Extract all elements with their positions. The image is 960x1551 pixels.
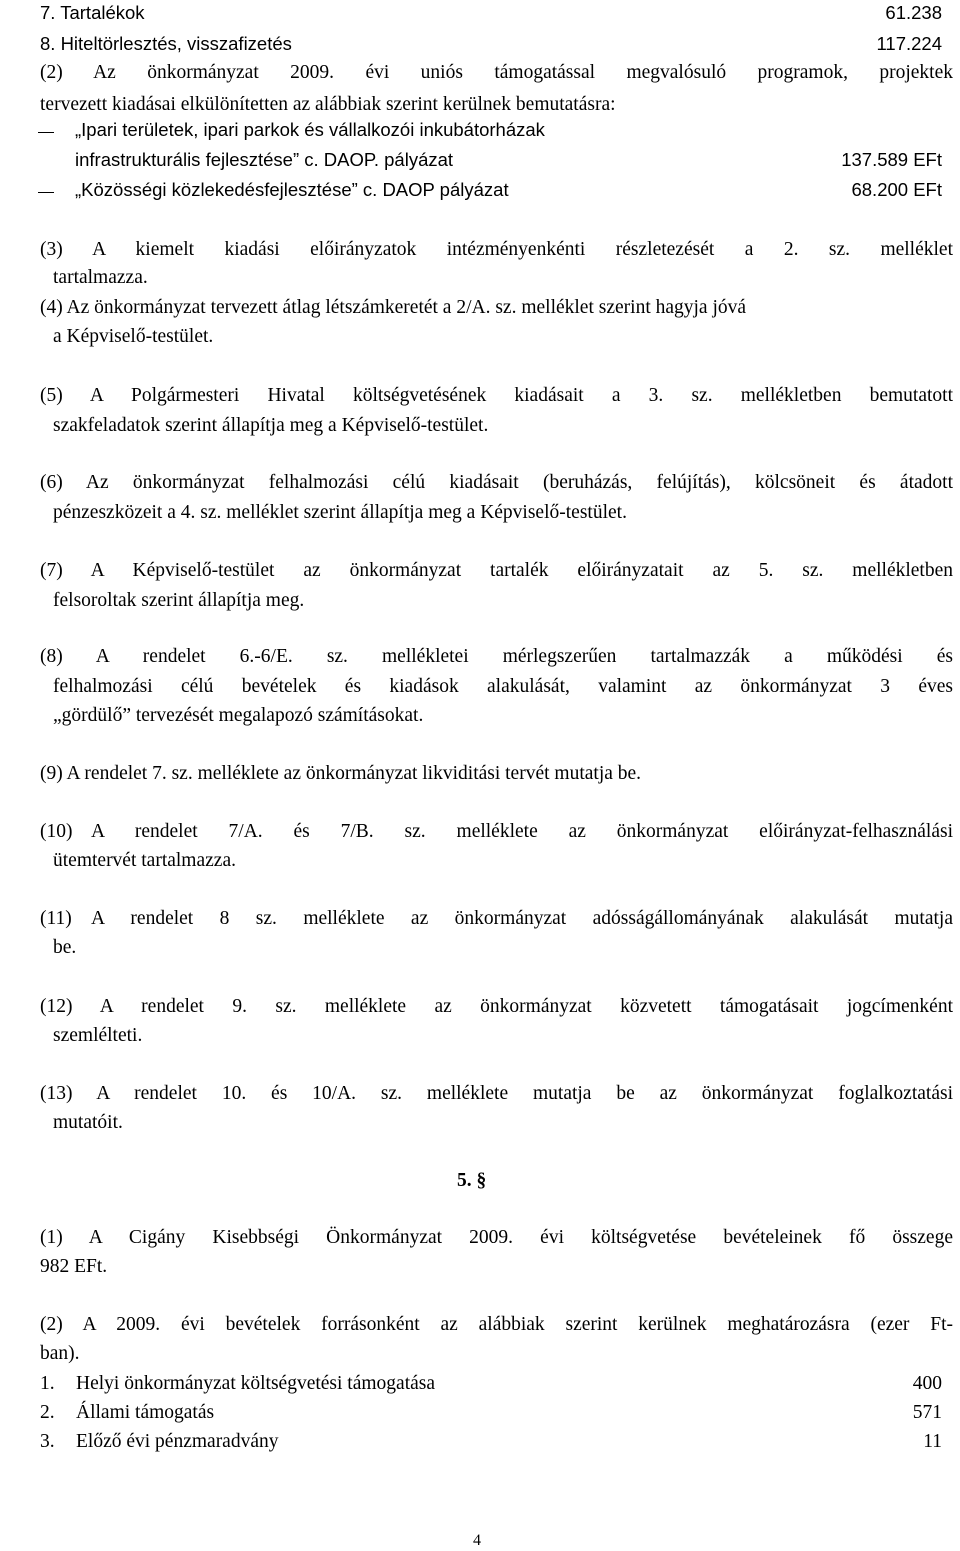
paragraph-line: mutatóit. [53, 1112, 123, 1133]
paragraph-line: (13) A rendelet 10. és 10/A. sz. melléklete mutatja be az önkormányzat foglalkoztatási [40, 1083, 953, 1104]
paragraph-line: (8) A rendelet 6.-6/E. sz. mellékletei mérlegszerűen tartalmazzák a működési és [40, 646, 953, 667]
paragraph-number: (11) [40, 908, 72, 929]
dash-bullet-icon [38, 192, 54, 193]
paragraph-line: (1) A Cigány Kisebbségi Önkormányzat 2009. évi költségvetése bevételeinek fő összege [40, 1227, 953, 1248]
paragraph-line: (6) Az önkormányzat felhalmozási célú kiadásait (beruházás, felújítás), kölcsöneit és átadott [40, 472, 953, 493]
list-item-label: 7. Tartalékok [40, 2, 145, 23]
list-item-text: infrastrukturális fejlesztése” c. DAOP. pályázat [75, 149, 454, 170]
list-item-value: 400 [912, 1373, 942, 1394]
page-number: 4 [473, 1532, 481, 1549]
paragraph-line: „gördülő” tervezését megalapozó számításokat. [53, 705, 424, 726]
paragraph-line: (4) Az önkormányzat tervezett átlag létszámkeretét a 2/A. sz. melléklet szerint hagyja jóvá [40, 297, 747, 318]
list-item-number: 2. [40, 1402, 55, 1423]
list-item-number: 1. [40, 1373, 55, 1394]
paragraph-line: be. [53, 937, 77, 958]
paragraph-line: szakfeladatok szerint állapítja meg a Képviselő-testület. [53, 415, 489, 436]
paragraph-line: A rendelet 7/A. és 7/B. sz. melléklete az önkormányzat előirányzat-felhasználási [91, 821, 953, 842]
paragraph-number: (10) [40, 821, 73, 842]
list-item-label: Állami támogatás [76, 1402, 215, 1423]
paragraph-line: felsoroltak szerint állapítja meg. [53, 590, 305, 611]
paragraph-line: 982 EFt. [40, 1256, 108, 1277]
list-item-value: 11 [923, 1431, 942, 1452]
list-item-amount: 68.200 EFt [851, 179, 942, 200]
list-item-label: Helyi önkormányzat költségvetési támogatása [76, 1373, 436, 1394]
paragraph-line: felhalmozási célú bevételek és kiadások alakulását, valamint az önkormányzat 3 éves [53, 676, 953, 697]
paragraph-line: tervezett kiadásai elkülönítetten az alábbiak szerint kerülnek bemutatásra: [40, 94, 616, 115]
list-item-label: 8. Hiteltörlesztés, visszafizetés [40, 33, 292, 54]
paragraph-line: (5) A Polgármesteri Hivatal költségvetésének kiadásait a 3. sz. mellékletben bemutatott [40, 385, 953, 406]
paragraph-line: (2) A 2009. évi bevételek forrásonként az alábbiak szerint kerülnek meghatározásra (ezer Ft- [40, 1314, 953, 1335]
list-item-text: „Ipari területek, ipari parkok és vállalkozói inkubátorházak [75, 119, 545, 140]
list-item-value: 61.238 [885, 2, 942, 23]
paragraph-line: ban). [40, 1343, 80, 1364]
list-item-label: Előző évi pénzmaradvány [76, 1431, 279, 1452]
paragraph-line: (9) A rendelet 7. sz. melléklete az önkormányzat likviditási tervét mutatja be. [40, 763, 642, 784]
paragraph-line: pénzeszközeit a 4. sz. melléklet szerint állapítja meg a Képviselő-testület. [53, 502, 627, 523]
list-item-text: „Közösségi közlekedésfejlesztése” c. DAOP pályázat [75, 179, 509, 200]
paragraph-line: (7) A Képviselő-testület az önkormányzat tartalék előirányzatait az 5. sz. mellékletben [40, 560, 953, 581]
paragraph-line: (2) Az önkormányzat 2009. évi uniós támogatással megvalósuló programok, projektek [40, 62, 953, 83]
list-item-value: 117.224 [876, 33, 942, 54]
list-item-amount: 137.589 EFt [841, 149, 942, 170]
paragraph-line: (12) A rendelet 9. sz. melléklete az önkormányzat közvetett támogatásait jogcímenként [40, 996, 953, 1017]
dash-bullet-icon [38, 132, 54, 133]
paragraph-line: A rendelet 8 sz. melléklete az önkormányzat adósságállományának alakulását mutatja [91, 908, 953, 929]
paragraph-line: ütemtervét tartalmazza. [53, 850, 236, 871]
paragraph-line: szemlélteti. [53, 1025, 143, 1046]
paragraph-line: (3) A kiemelt kiadási előirányzatok intézményenkénti részletezését a 2. sz. melléklet [40, 239, 953, 260]
list-item-value: 571 [912, 1402, 942, 1423]
section-heading: 5. § [457, 1170, 487, 1191]
paragraph-line: tartalmazza. [53, 267, 148, 288]
paragraph-line: a Képviselő-testület. [53, 326, 214, 347]
list-item-number: 3. [40, 1431, 55, 1452]
